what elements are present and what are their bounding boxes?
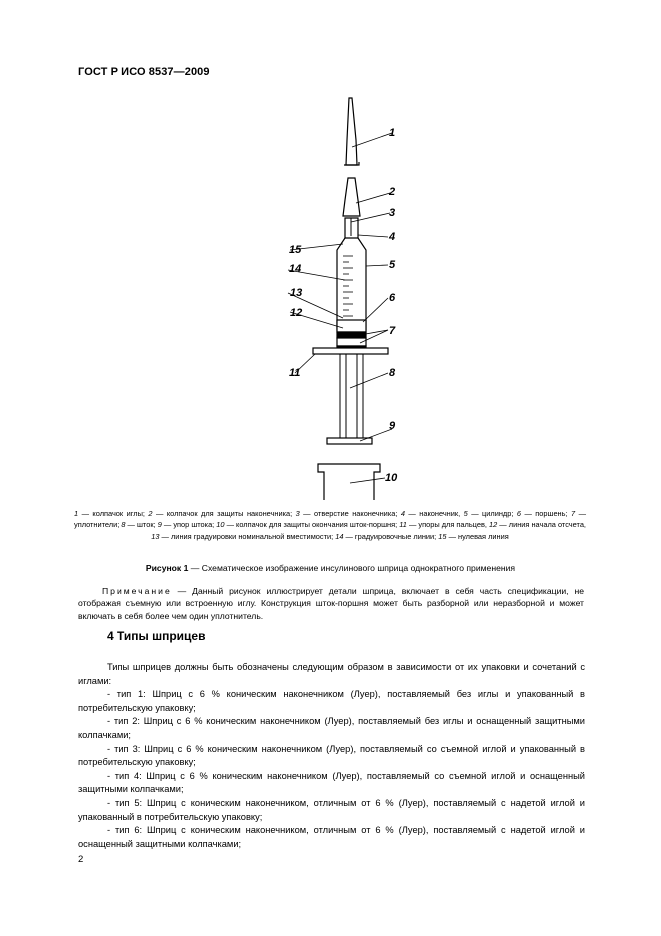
list-item: - тип 2: Шприц с 6 % коническим наконечником (Луер), поставляемый без иглы и оснащенный защитными колпачками; xyxy=(78,716,585,740)
tip-cap xyxy=(343,178,360,216)
legend-item: 3 — отверстие наконечника; xyxy=(295,509,401,518)
legend-item: 4 — наконечник, xyxy=(400,509,464,518)
legend-item: 11 — упоры для пальцев, xyxy=(399,520,489,530)
callout-7: 7 xyxy=(389,325,396,337)
rod-end-cap xyxy=(318,464,380,500)
legend-item: 14 — градуировочные линии; xyxy=(335,531,439,541)
callout-10: 10 xyxy=(385,472,398,484)
legend-item: 5 — цилиндр; xyxy=(463,509,517,518)
callout-9: 9 xyxy=(389,420,396,432)
legend-item: 10 — колпачок для защиты окончания шток-поршня; xyxy=(216,520,400,530)
legend-item: 2 — колпачок для защиты наконечника; xyxy=(148,509,296,518)
needle-cap xyxy=(346,98,357,165)
page-number: 2 xyxy=(78,854,84,865)
callout-3: 3 xyxy=(389,207,396,219)
list-item: - тип 1: Шприц с 6 % коническим наконечником (Луер), поставляемый без иглы и упакованный в потребительскую упаковку; xyxy=(78,689,585,713)
callout-11: 11 xyxy=(289,367,301,379)
section-body xyxy=(78,661,585,851)
finger-grips xyxy=(313,348,388,354)
list-item: - тип 4: Шприц с 6 % коническим наконечником (Луер), поставляемый со съемной иглой и оснащенный защитными колпачками; xyxy=(78,770,585,795)
callout-13: 13 xyxy=(290,287,303,299)
callout-8: 8 xyxy=(389,367,396,379)
callout-4: 4 xyxy=(389,231,396,243)
list-item: - тип 6: Шприц с коническим наконечником, отличным от 6 % (Луер), поставляемый с надетой иглой и оснащенный защитными колпачками; xyxy=(78,825,585,849)
callout-1: 1 xyxy=(389,127,396,139)
legend-item: 13 — линия градуировки номинальной вместимости; xyxy=(151,531,336,541)
legend-item: 7 — уплотнители; xyxy=(74,509,586,530)
callout-6: 6 xyxy=(389,292,396,304)
legend-item: 6 — поршень; xyxy=(516,509,572,518)
document-header: ГОСТ Р ИСО 8537—2009 xyxy=(78,66,210,78)
legend-item: 9 — упор штока; xyxy=(157,520,217,530)
section-title: 4 Типы шприцев xyxy=(107,629,206,643)
callout-12: 12 xyxy=(290,307,303,319)
legend-item: 15 — нулевая линия xyxy=(438,531,509,541)
figure-caption: Рисунок 1 — Схематическое изображение инсулинового шприца однократного применения xyxy=(145,563,516,573)
callout-2: 2 xyxy=(389,186,396,198)
list-item: - тип 5: Шприц с коническим наконечником, отличным от 6 % (Луер), поставляемый с надетой иглой и упакованный в потребительскую упаковку; xyxy=(78,797,585,822)
legend-item: 1 — колпачок иглы; xyxy=(74,509,149,518)
note-label: Примечание xyxy=(102,586,172,596)
plunger xyxy=(337,320,366,332)
note-text: — Данный рисунок иллюстрирует детали шприца, включает в себя часть спецификации, не отображая съемную или встроенную иглу. Конструкция шток-поршня может быть разборной или неразборной и может включать в себя более чем один уплотнитель. xyxy=(78,586,584,621)
legend-item: 12 — линия начала отсчета, xyxy=(489,520,586,530)
paragraph: Типы шприцев должны быть обозначены следующим образом в зависимости от их упаковки и сочетаний с иглами: xyxy=(78,662,585,686)
figure-legend xyxy=(74,508,586,542)
legend-item: 8 — шток; xyxy=(121,520,158,530)
figure-note xyxy=(78,585,584,622)
callout-14: 14 xyxy=(289,263,302,275)
list-item: - тип 3: Шприц с 6 % коническим наконечником (Луер), поставляемый со съемной иглой и упакованный в потребительскую упаковку; xyxy=(78,743,585,768)
rod xyxy=(340,354,363,438)
callout-5: 5 xyxy=(389,259,396,271)
callout-15: 15 xyxy=(289,244,302,256)
